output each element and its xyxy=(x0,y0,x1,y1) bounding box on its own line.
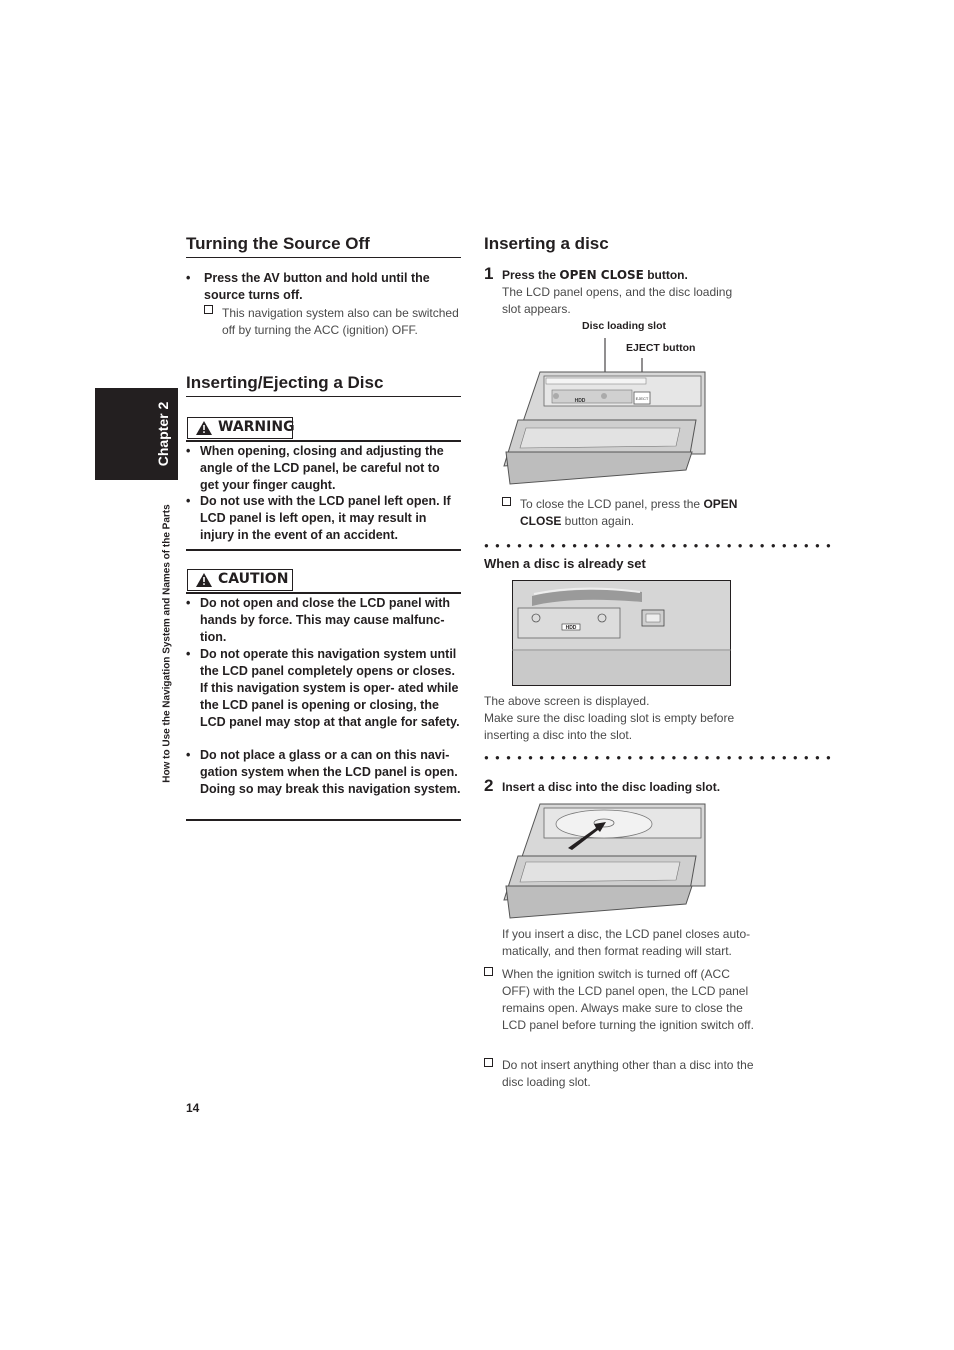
caution-rule xyxy=(186,592,461,594)
screen-displayed-text: The above screen is displayed. xyxy=(484,694,650,708)
step-number: 1 xyxy=(484,264,494,283)
turning-off-heading: Turning the Source Off xyxy=(186,234,370,253)
caution-badge xyxy=(187,569,293,591)
note-checkbox-icon xyxy=(484,967,493,979)
svg-text:EJECT: EJECT xyxy=(635,396,649,401)
dotted-separator: ●●●●●●●●●●●●●●●●●●●●●●●●●●●●●●●● xyxy=(484,541,838,550)
slot-empty-text: Make sure the disc loading slot is empty before inserting a disc into the slot. xyxy=(484,711,735,742)
after-insert-text: If you insert a disc, the LCD panel closes auto- matically, and then format reading will start. xyxy=(502,927,751,958)
caution-item: • Do not place a glass or a can on this navi- gation system when the LCD panel is open. Doing so may break this navigation system. xyxy=(186,748,461,796)
warning-icon xyxy=(196,421,212,435)
page-number: 14 xyxy=(186,1101,200,1115)
section-title-vertical: How to Use the Navigation System and Names of the Parts xyxy=(161,504,173,783)
device-open-illustration xyxy=(500,334,710,486)
note-ignition: When the ignition switch is turned off (ACC OFF) with the LCD panel open, the LCD panel remains open. Always make sure to close the LCD panel before turning the ignition switch off. xyxy=(484,966,760,1034)
caution-item: • Do not operate this navigation system until the LCD panel completely opens or closes. If this navigation system is oper- ated while the LCD panel is opening or closing, the LCD panel may stop at that angle for safety. xyxy=(186,647,460,729)
step1-instruction: Press the OPEN CLOSE button. xyxy=(502,268,688,282)
already-set-heading: When a disc is already set xyxy=(484,556,646,571)
caution-label: CAUTION xyxy=(218,571,289,587)
warning-badge xyxy=(187,417,293,439)
disc-slot-label: Disc loading slot xyxy=(582,320,667,332)
step2-instruction: Insert a disc into the disc loading slot. xyxy=(502,780,721,794)
step1-description: The LCD panel opens, and the disc loading slot appears. xyxy=(502,285,733,316)
inserting-ejecting-heading: Inserting/Ejecting a Disc xyxy=(186,373,384,392)
note-checkbox-icon xyxy=(484,1058,493,1070)
svg-text:HDD: HDD xyxy=(565,625,577,631)
note-checkbox-icon xyxy=(502,497,511,509)
note-disc-only: Do not insert anything other than a disc into the disc loading slot. xyxy=(484,1057,760,1091)
disc-insert-illustration xyxy=(500,800,710,922)
svg-text:HDD: HDD xyxy=(574,398,586,404)
heading-rule xyxy=(186,396,461,397)
turning-off-note: This navigation system also can be switched off by turning the ACC (ignition) OFF. xyxy=(204,305,461,339)
eject-button-label: EJECT button xyxy=(626,342,696,354)
warning-item: • When opening, closing and adjusting the angle of the LCD panel, be careful not to get your finger caught. xyxy=(186,444,444,492)
disc-already-set-screen xyxy=(512,580,731,686)
warning-rule xyxy=(186,440,461,442)
warning-label: WARNING xyxy=(218,419,295,435)
turning-off-step: • Press the AV button and hold until the source turns off. xyxy=(186,271,430,302)
step-number: 2 xyxy=(484,776,494,795)
caution-end-rule xyxy=(186,819,461,821)
warning-item: • Do not use with the LCD panel left open. If LCD panel is left open, it may result in injury in the event of an accident. xyxy=(186,494,451,542)
dotted-separator: ●●●●●●●●●●●●●●●●●●●●●●●●●●●●●●●● xyxy=(484,753,838,762)
note-checkbox-icon xyxy=(204,305,213,317)
chapter-label: Chapter 2 xyxy=(155,401,171,467)
note-close-panel: To close the LCD panel, press the OPEN CLOSE button again. xyxy=(502,496,760,530)
caution-icon xyxy=(196,573,212,587)
warning-end-rule xyxy=(186,549,461,551)
heading-rule xyxy=(186,257,461,258)
inserting-disc-heading: Inserting a disc xyxy=(484,234,609,253)
caution-item: • Do not open and close the LCD panel with hands by force. This may cause malfunc- tion. xyxy=(186,596,451,644)
